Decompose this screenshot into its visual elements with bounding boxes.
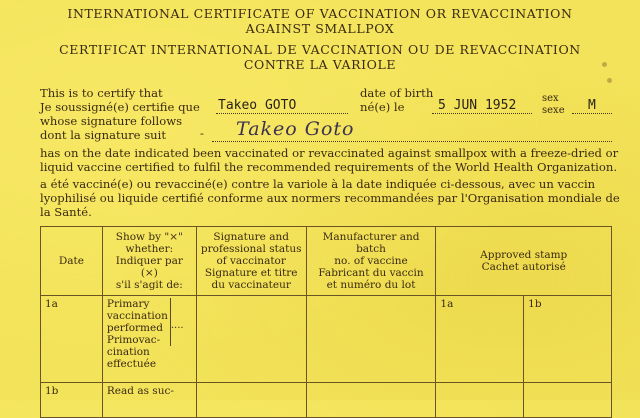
show-by-line: s'il s'agit de: [115,279,183,291]
header-show-by [102,227,196,296]
holder-signature: Takeo Goto [236,118,355,140]
title-fr-line1: CERTIFICAT INTERNATIONAL DE VACCINATION OU DE REVACCINATION [59,42,581,57]
header-signature [196,227,306,296]
paper-speck [607,78,612,83]
sex-label-en: sex [542,93,559,104]
title-fr-line2: CONTRE LA VARIOLE [243,57,397,72]
manufacturer-header-line: no. of vaccine [334,255,408,267]
dob-label-en: date of birth [360,86,434,100]
sex-label-fr: sexe [542,105,565,116]
row-stamp-b: 1b [524,296,612,383]
row-stamp-a: 1a [436,296,524,383]
table-header-row [41,227,612,296]
row-stamp-b [524,383,612,418]
vaccination-record-table [40,226,612,418]
show-line: cination [106,346,150,358]
paper-speck [602,62,607,67]
name-dotted-line [216,113,348,114]
signature-header-line: Signature et titre [204,267,298,279]
title-en-line2: AGAINST SMALLPOX [245,21,395,36]
header-manufacturer [306,227,436,296]
row-show-by [102,296,196,383]
row-manufacturer-cell [306,383,436,418]
signature-dotted-line [212,141,612,142]
row-show-by [102,383,196,418]
signature-label-fr: dont la signature suit [40,128,166,142]
show-by-line: Show by "×" [115,231,183,243]
row-signature-cell [196,296,306,383]
certification-text-en: has on the date indicated been vaccinated or revaccinated against smallpox with a freeze-dried or liquid vaccine certified to fulfil the recommended requirements of the World Health Organization. [40,146,619,175]
certificate-title-en [0,6,640,36]
row-signature-cell [196,383,306,418]
name-field: Takeo GOTO [218,98,297,113]
row-date: 1b [41,383,103,418]
row-manufacturer-cell [306,296,436,383]
certificate-title-fr [0,42,640,72]
header-date: Date [41,227,103,296]
signature-header-line: Signature and [213,231,289,243]
show-line: Primary [106,298,150,310]
manufacturer-header-line: et numéro du lot [326,279,416,291]
title-en-line1: INTERNATIONAL CERTIFICATE OF VACCINATION OR REVACCINATION [67,6,573,21]
signature-header-line: du vaccinateur [211,279,291,291]
dob-label-fr: né(e) le [360,100,405,114]
certify-label-en: This is to certify that [40,86,163,100]
manufacturer-header-line: Fabricant du vaccin [318,267,424,279]
header-stamp [436,227,612,296]
show-line: vaccination [106,310,168,322]
signature-dash: - [200,126,204,140]
table-row [41,296,612,383]
show-line: Primovac- [106,334,161,346]
certify-label-fr: Je soussigné(e) certifie que [40,100,200,114]
dob-field: 5 JUN 1952 [438,98,517,113]
ellipsis-marker: .... [170,320,184,331]
table-row [41,383,612,418]
signature-header-line: professional status [200,243,302,255]
stamp-header-line: Cachet autorisé [481,261,566,273]
row-stamp-a [436,383,524,418]
signature-header-line: of vaccinator [216,255,286,267]
signature-label-en: whose signature follows [40,114,183,128]
show-by-line: Indiquer par (×) [115,255,183,279]
show-by-line: whether: [125,243,174,255]
sex-dotted-line [572,113,612,114]
show-line: Read as suc- [106,385,174,397]
show-line: performed [106,322,163,334]
row-date: 1a [41,296,103,383]
certification-text-fr: a été vacciné(e) ou revacciné(e) contre la variole à la date indiquée ci-dessous, avec un vaccin lyophilisé ou liquide certifié conforme aux normers recommandées par l'Organisation mondiale de la Santé. [40,177,620,220]
manufacturer-header-line: Manufacturer and batch [322,231,420,255]
stamp-header-line: Approved stamp [480,249,568,261]
show-line: effectuée [106,358,157,370]
dob-dotted-line [432,113,532,114]
sex-field: M [588,98,596,113]
